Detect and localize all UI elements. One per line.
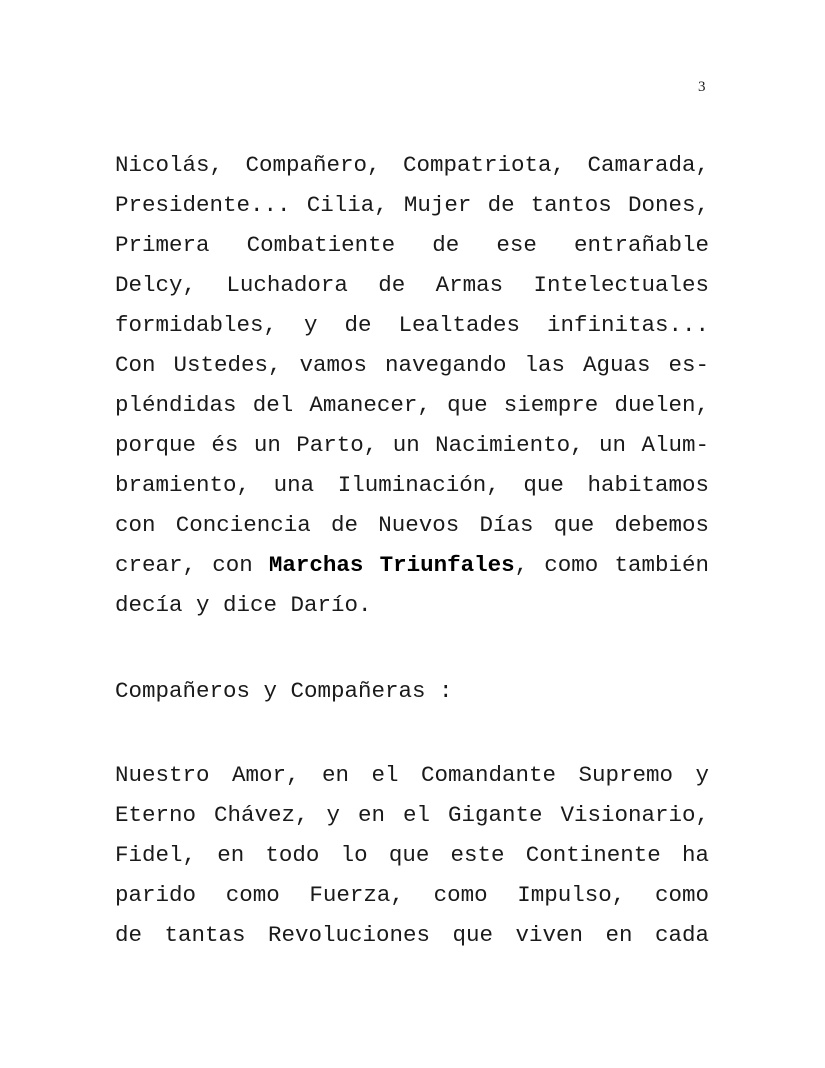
text-segment: , como también [514,552,709,578]
paragraph-tribute [115,755,709,955]
text-line: formidables, y de Lealtades infinitas... [115,312,709,338]
text-line: Delcy, Luchadora de Armas Intelectuales [115,272,709,298]
text-line-with-emphasis [115,545,709,585]
text-line: pléndidas del Amanecer, que siempre duelen, [115,392,709,418]
text-line: Eterno Chávez, y en el Gigante Visionario, [115,802,709,828]
text-line: Fidel, en todo lo que este Continente ha [115,842,709,868]
text-line: decía y dice Darío. [115,592,372,618]
text-line: Con Ustedes, vamos navegando las Aguas es- [115,352,709,378]
text-line: bramiento, una Iluminación, que habitamos [115,472,709,498]
page-number: 3 [698,79,706,95]
text-line: parido como Fuerza, como Impulso, como [115,882,709,908]
text-line: Nuestro Amor, en el Comandante Supremo y [115,762,709,788]
emphasis-marchas-triunfales: Marchas Triunfales [268,552,515,578]
text-line: Nicolás, Compañero, Compatriota, Camarada, [115,152,709,178]
salutation-line: Compañeros y Compañeras : [115,678,453,704]
paragraph-salutation [115,671,709,711]
text-line: de tantas Revoluciones que viven en cada [115,922,709,948]
text-segment: crear, con [115,552,253,578]
text-line: porque és un Parto, un Nacimiento, un Alum- [115,432,709,458]
text-line: Presidente... Cilia, Mujer de tantos Dones, [115,192,709,218]
paragraph-greeting [115,145,709,625]
text-line: Primera Combatiente de ese entrañable [115,232,709,258]
text-line: con Conciencia de Nuevos Días que debemos [115,512,709,538]
